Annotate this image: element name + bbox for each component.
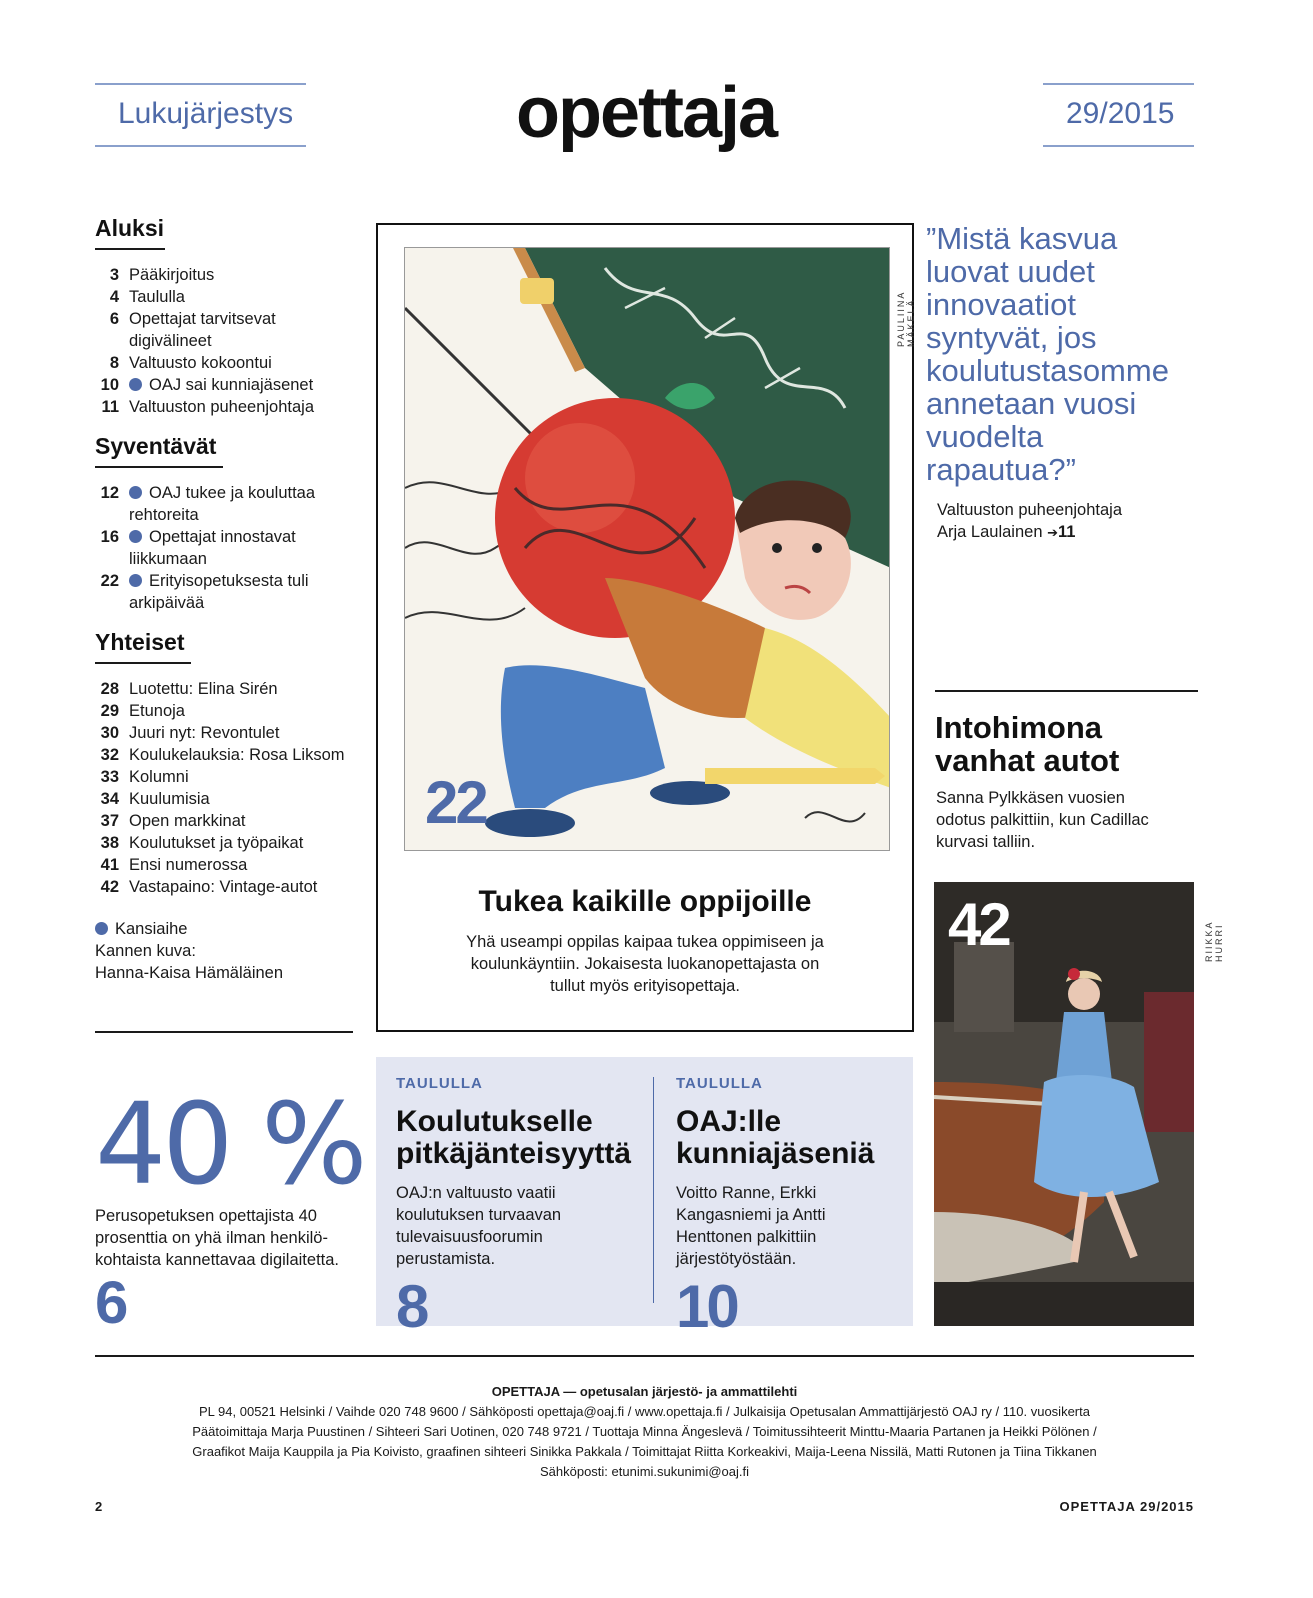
feature-page-number[interactable]: 42: [948, 891, 1009, 958]
toc-item[interactable]: 8 Valtuusto kokoontui: [109, 354, 272, 372]
cover-credit-label: Kannen kuva:: [95, 942, 196, 960]
feature-photo[interactable]: [934, 882, 1194, 1326]
stat-page-number[interactable]: 6: [95, 1269, 126, 1336]
taulu-story-2[interactable]: [676, 1075, 906, 1341]
taulu-title-line2: kunniajäseniä: [676, 1137, 875, 1170]
toc-item[interactable]: 29 Etunoja: [100, 702, 185, 720]
header-left-rule-bottom: [95, 145, 306, 147]
cover-topic-dot-icon: [129, 530, 142, 543]
masthead-line: Päätoimittaja Marja Puustinen / Sihteeri Sari Uotinen, 020 748 9721 / Tuottaja Minna Ängeslevä / Toimitussihteerit Minttu-Maaria Partanen ja Heikki Pölönen /: [192, 1424, 1097, 1439]
illustration-boy-with-apple: [405, 248, 890, 851]
taulu-kicker: TAULULLA: [396, 1075, 483, 1092]
toc-legend: Kansiaihe Kannen kuva: Hanna-Kaisa Hämäläinen: [95, 918, 355, 984]
legend-dot-icon: [95, 922, 108, 935]
page-number-left: 2: [95, 1499, 103, 1514]
masthead-line: Sähköposti: etunimi.sukunimi@oaj.fi: [539, 1464, 749, 1479]
feature-rule: [935, 690, 1198, 692]
cover-credit-name: Hanna-Kaisa Hämäläinen: [95, 964, 284, 982]
toc-item[interactable]: 34 Kuulumisia: [100, 790, 210, 808]
toc-list: [95, 264, 355, 418]
toc-list: [95, 678, 355, 898]
feature-body: Sanna Pylkkäsen vuosien odotus palkittiin, kun Cadillac kurvasi talliin.: [936, 789, 1149, 851]
masthead-line: PL 94, 00521 Helsinki / Vaihde 020 748 9600 / Sähköposti opettaja@oaj.fi / www.opettaja.fi / Julkaisija Opetusalan Ammattijärjestö OAJ ry / 110. vuosikerta: [199, 1404, 1090, 1419]
taulu-body: Voitto Ranne, Erkki Kangasniemi ja Antti Henttonen palkittiin järjestötyöstään.: [676, 1184, 826, 1268]
toc-section-title: Aluksi: [95, 215, 165, 241]
attribution-role: Valtuuston puheenjohtaja: [937, 501, 1123, 519]
feature-title[interactable]: [935, 711, 1119, 777]
taulu-title-line1: OAJ:lle: [676, 1105, 782, 1138]
masthead-line: Graafikot Maija Kauppila ja Pia Koivisto, graafinen sihteeri Sinikka Pakkala / Toimittajat Riitta Korkeakivi, Maija-Leena Nissilä, Matti Rutonen ja Tiina Tikkanen: [192, 1444, 1097, 1459]
toc-section-title: Yhteiset: [95, 629, 185, 655]
header-right-rule-bottom: [1043, 145, 1194, 147]
taulu-box: [376, 1057, 913, 1340]
cover-page-number[interactable]: 22: [425, 769, 486, 836]
header-left-rule-top: [95, 83, 306, 85]
toc-item[interactable]: 16 Opettajat innostavat liikkumaan: [100, 528, 296, 568]
toc-section-syventavat: [95, 433, 355, 614]
toc-item[interactable]: 32 Koulukelauksia: Rosa Liksom: [100, 746, 345, 764]
cover-illustration: [404, 247, 890, 851]
toc-item[interactable]: 41 Ensi numerossa: [100, 856, 248, 874]
masthead: [95, 1382, 1194, 1482]
taulu-story-1[interactable]: [396, 1075, 646, 1341]
quote-page-number[interactable]: 11: [1058, 523, 1076, 541]
toc-section-title: Syventävät: [95, 433, 217, 459]
toc-item[interactable]: 10 OAJ sai kunniajäsenet: [100, 376, 314, 394]
footer-rule: [95, 1355, 1194, 1357]
cover-story-box[interactable]: [376, 223, 914, 1032]
toc-item[interactable]: 3 Pääkirjoitus: [109, 266, 215, 284]
section-underline: [95, 662, 191, 664]
quote-attribution: [937, 499, 1197, 544]
taulu-body: OAJ:n valtuusto vaatii koulutuksen turvaavan tulevaisuusfoorumin perustamista.: [396, 1184, 562, 1268]
toc-item[interactable]: 4 Taululla: [109, 288, 185, 306]
taulu-page-number[interactable]: 8: [396, 1273, 427, 1340]
section-label: Lukujärjestys: [118, 97, 294, 130]
table-of-contents: [95, 215, 355, 984]
pull-quote: ”Mistä kasvua luovat uudet innovaatiot syntyvät, jos koulutustasomme annetaan vuosi vuodelta rapautua?”: [926, 221, 1169, 487]
stat-value: 40 %: [95, 1080, 364, 1210]
toc-section-aluksi: [95, 215, 355, 418]
magazine-logo: opettaja: [516, 73, 777, 153]
toc-item[interactable]: 22 Erityisopetuksesta tuli arkipäivää: [100, 572, 309, 612]
toc-item[interactable]: 11 Valtuuston puheenjohtaja: [101, 398, 315, 416]
toc-item[interactable]: 33 Kolumni: [100, 768, 189, 786]
toc-list: [95, 482, 355, 614]
toc-item[interactable]: 28 Luotettu: Elina Sirén: [100, 680, 278, 698]
feature-title-line1: Intohimona: [935, 710, 1103, 745]
cover-topic-dot-icon: [129, 378, 142, 391]
header-right-rule-top: [1043, 83, 1194, 85]
cover-topic-dot-icon: [129, 486, 142, 499]
taulu-divider: [653, 1077, 654, 1303]
taulu-page-number[interactable]: 10: [676, 1273, 737, 1340]
section-underline: [95, 248, 165, 250]
taulu-title-line1: Koulutukselle: [396, 1105, 593, 1138]
cover-story-body: Yhä useampi oppilas kaipaa tukea oppimiseen ja koulunkäyntiin. Jokaisesta luokanopettajasta on tullut myös erityisopettaja.: [466, 933, 824, 995]
attribution-name: Arja Laulainen: [937, 523, 1043, 541]
toc-item[interactable]: 12 OAJ tukee ja kouluttaa rehtoreita: [100, 484, 316, 524]
arrow-right-icon: ➔: [1047, 525, 1058, 540]
illustration-credit: PAULIINA MÄKELÄ: [896, 291, 916, 347]
cover-story-title[interactable]: Tukea kaikille oppijoille: [478, 885, 812, 918]
toc-section-yhteiset: [95, 629, 355, 898]
toc-item[interactable]: 30 Juuri nyt: Revontulet: [100, 724, 280, 742]
masthead-title: OPETTAJA — opetusalan järjestö- ja ammattilehti: [491, 1384, 798, 1399]
toc-item[interactable]: 6 Opettajat tarvitsevat digivälineet: [109, 310, 276, 350]
stat-rule: [95, 1031, 353, 1033]
section-underline: [95, 466, 223, 468]
cover-topic-dot-icon: [129, 574, 142, 587]
stat-text: Perusopetuksen opettajista 40 prosenttia on yhä ilman henkilökohtaista kannettavaa digilaitetta.: [95, 1207, 339, 1269]
issue-number: 29/2015: [1066, 97, 1175, 130]
photo-credit: RIIKKA HURRI: [1204, 920, 1224, 962]
taulu-title-line2: pitkäjänteisyyttä: [396, 1137, 632, 1170]
page-footer-right: OPETTAJA 29/2015: [1059, 1499, 1194, 1514]
taulu-kicker: TAULULLA: [676, 1075, 763, 1092]
toc-item[interactable]: 42 Vastapaino: Vintage-autot: [100, 878, 318, 896]
toc-item[interactable]: 37 Open markkinat: [100, 812, 246, 830]
toc-item[interactable]: 38 Koulutukset ja työpaikat: [100, 834, 304, 852]
feature-title-line2: vanhat autot: [935, 743, 1120, 778]
